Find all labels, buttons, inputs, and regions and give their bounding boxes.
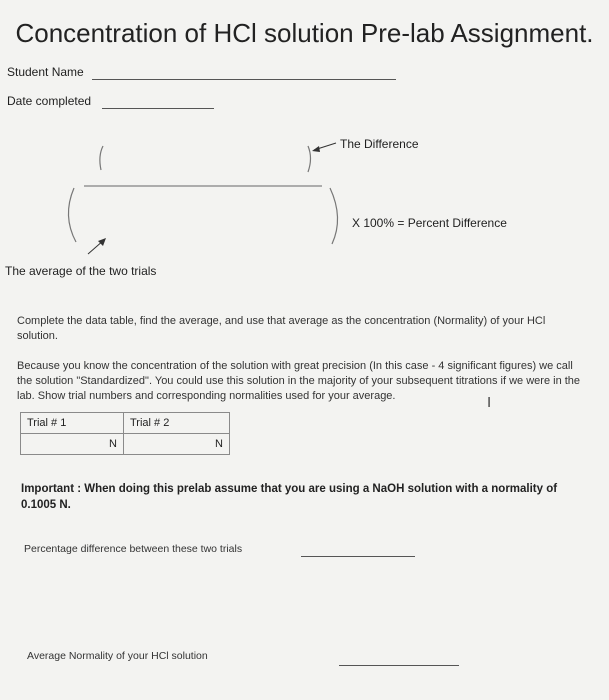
- date-completed-label: Date completed: [7, 94, 92, 108]
- average-label: The average of the two trials: [5, 264, 157, 278]
- table-header-trial-1: Trial # 1: [21, 413, 124, 434]
- student-name-field[interactable]: [92, 79, 396, 80]
- table-header-trial-2: Trial # 2: [124, 413, 230, 434]
- percent-difference-label: X 100% = Percent Difference: [352, 216, 507, 230]
- inner-left-bracket: [100, 146, 103, 170]
- percent-difference-formula: [0, 130, 609, 260]
- page-title: Concentration of HCl solution Pre-lab Assignment.: [15, 18, 594, 48]
- outer-right-bracket: [330, 188, 338, 244]
- instruction-paragraph-1: Complete the data table, find the average, and use that average as the concentration (Normality) of your HCl solution.: [17, 315, 546, 342]
- average-normality-answer-line[interactable]: [339, 665, 459, 666]
- table-header-row: [21, 413, 230, 434]
- trial-2-normality-cell[interactable]: N: [124, 434, 230, 455]
- important-note: Important : When doing this prelab assume that you are using a NaOH solution with a normality of 0.1005 N.: [21, 483, 558, 511]
- student-name-label: Student Name: [7, 65, 84, 79]
- average-normality-question: Average Normality of your HCl solution: [27, 650, 208, 662]
- table-row[interactable]: [21, 434, 230, 455]
- outer-left-bracket: [68, 188, 76, 242]
- inner-right-bracket: [308, 146, 311, 172]
- text-cursor-icon: I: [487, 394, 492, 411]
- instruction-paragraph-2: Because you know the concentration of the solution with great precision (In this case - 4 significant figures) we call the solution "Standardized". You could use this solution in the majority of your subsequent titrations if we were in the lab. Show trial numbers and corresponding normalities used for your average.: [17, 360, 581, 402]
- difference-label: The Difference: [340, 137, 419, 151]
- trials-table: [20, 412, 230, 455]
- trial-1-normality-cell[interactable]: N: [21, 434, 124, 455]
- percent-difference-question: Percentage difference between these two trials: [24, 543, 243, 555]
- percent-difference-answer-line[interactable]: [301, 556, 415, 557]
- date-completed-field[interactable]: [102, 108, 214, 109]
